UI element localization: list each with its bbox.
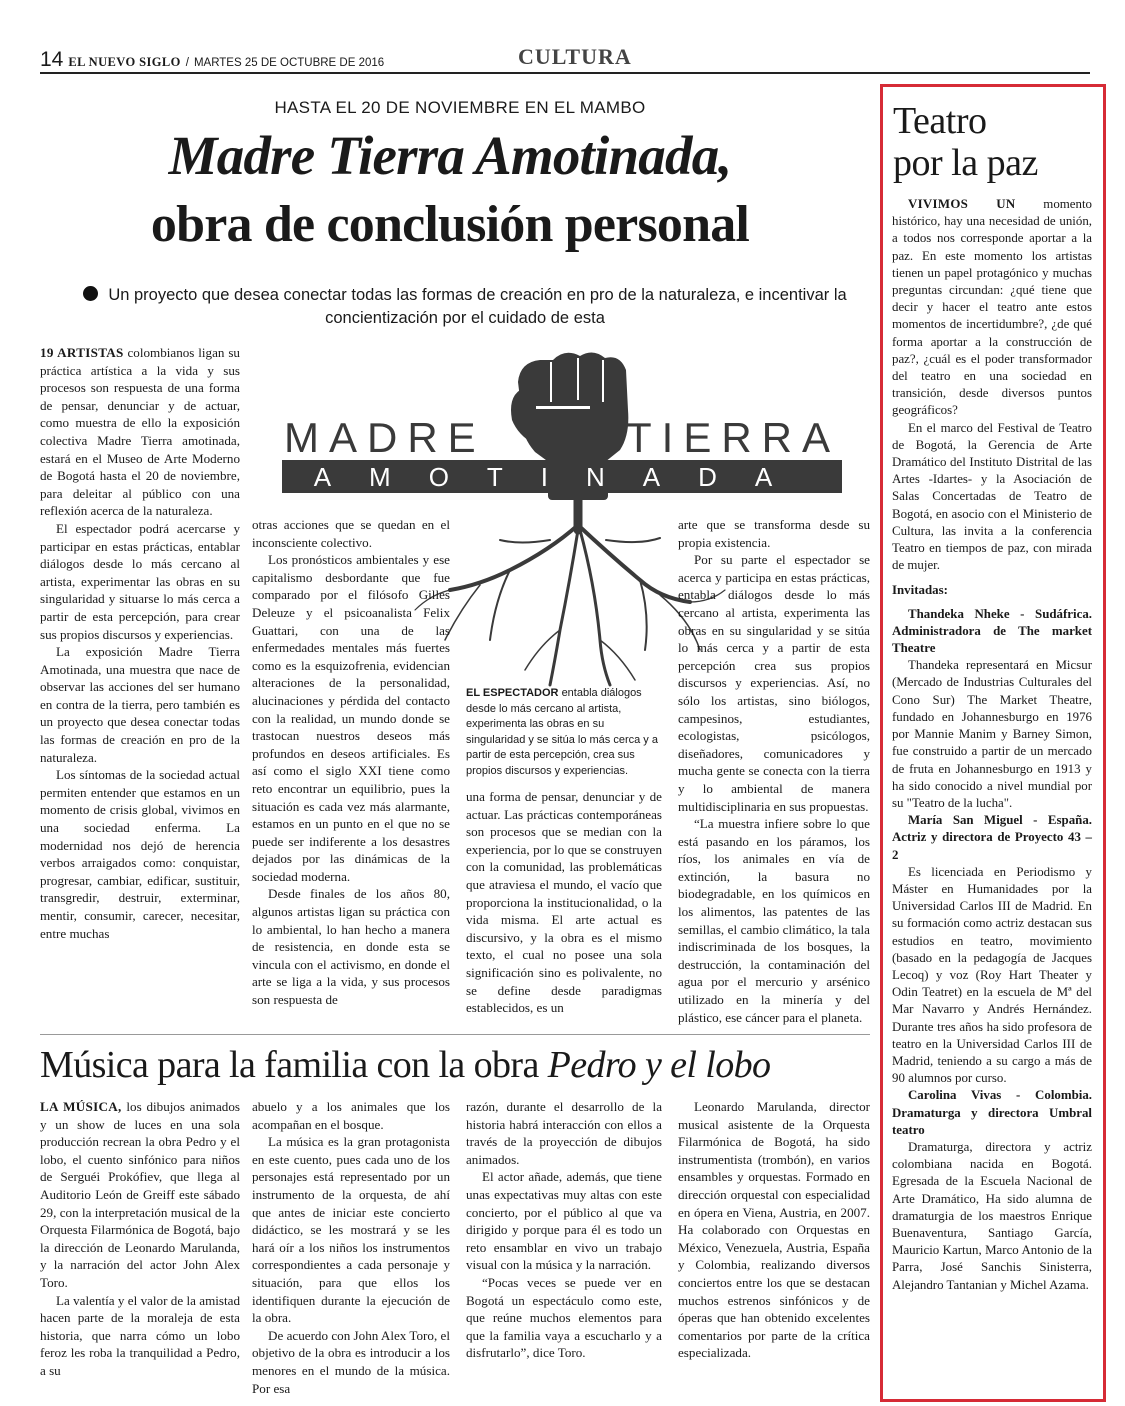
paragraph: Los síntomas de la sociedad actual permiten entender que estamos en un momento de crisis global, vivimos en una sociedad enferma. La modernidad nos dejó de herencia verbos arraigados como: conquistar, progresar, cambiar, edificar, sustituir, transgredir, destruir, exterminar, mentir, consumir, carecer, necesitar, entre muchas bbox=[40, 767, 240, 941]
logo-word-madre: MADRE bbox=[284, 414, 486, 461]
second-article-column-2 bbox=[252, 1098, 450, 1397]
paragraph: El espectador podrá acercarse y participar en estas prácticas, entablar diálogos desde lo más cercano al artista, experimentar las obras en su singularidad y situarse lo más cerca a partir de esta percepción, para crear sus propios discursos y experiencias. bbox=[40, 520, 240, 642]
lead-in: VIVIMOS UN bbox=[908, 197, 1016, 211]
headline-title: Pedro y el lobo bbox=[547, 1044, 771, 1086]
paragraph: De acuerdo con John Alex Toro, el objetivo de la obra es introducir a los menores en el mundo de la música. Por esa bbox=[252, 1327, 450, 1396]
guest-name: Carolina Vivas - Colombia. Dramaturga y directora Umbral teatro bbox=[892, 1088, 1092, 1137]
lead-in: 19 ARTISTAS bbox=[40, 345, 124, 360]
headline-line-2: obra de conclusión personal bbox=[150, 196, 750, 253]
paragraph: La valentía y el valor de la amistad hacen parte de la moraleja de esta historia, que narra cómo un lobo feroz les roba la tranquilidad a Pedro, a su bbox=[40, 1292, 240, 1378]
lead-in: LA MÚSICA, bbox=[40, 1099, 122, 1114]
article-kicker: HASTA EL 20 DE NOVIEMBRE EN EL MAMBO bbox=[274, 98, 646, 117]
second-article-column-3 bbox=[466, 1098, 662, 1362]
caption-lead: EL ESPECTADOR bbox=[466, 687, 559, 699]
paragraph: arte que se transforma desde su propia existencia. bbox=[678, 517, 870, 550]
paragraph: “La muestra infiere sobre lo que está pasando en los páramos, los ríos, los animales en vía de extinción, la basura no biodegradable, en los químicos en los alimentos, las patentes de las semillas, el cambio climático, la tala indiscriminada de los bosques, la destrucción, la contaminación del agua por el mercurio y arsénico utilizado en la minería y del plástico, ese cáncer para el planeta. bbox=[678, 816, 870, 1025]
paragraph: una forma de pensar, denunciar y de actuar. Las prácticas contemporáneas son procesos que se median con la experiencia, por lo que se construyen con la comunidad, las problemáticas que atraviesa el mundo, el vacío que proporciona la institucionalidad, o la vida misma. El arte actual es discursivo, y la obra es el mismo texto, el cual no posee una sola significación sino es polivalente, no se define desde paradigmas establecidos, es un bbox=[466, 789, 662, 1016]
paragraph: razón, durante el desarrollo de la historia habrá interacción con ellos a través de la proyección de dibujos animados. bbox=[466, 1099, 662, 1167]
main-article-column-3 bbox=[466, 788, 662, 1017]
paragraph: Dramaturga, directora y actriz colombiana nacida en Bogotá. Egresada de la Escuela Nacional de Arte Dramático, Ha sido alumna de dramaturgia de los maestros Enrique Buenaventura, Santiago García, Mauricio Kartun, Marco Antonio de la Parra, José Sanchis Sinisterra, Alejandro Tantanian y Michel Azama. bbox=[892, 1139, 1092, 1292]
paragraph: Desde finales de los años 80, algunos artistas ligan su práctica con lo ambiental, lo han hecho a manera de resistencia, en donde esta se vincula con el activismo, en donde el arte se liga a la vida, y sus procesos son respuesta de bbox=[252, 886, 450, 1008]
sidebar-title-line-2: por la paz bbox=[893, 142, 1038, 184]
deck-text: Un proyecto que desea conectar todas las formas de creación en pro de la naturaleza, e incentivar la concientización por el cuidado de esta bbox=[108, 286, 847, 327]
guest-name: Thandeka Nheke - Sudáfrica. Administradora de The market Theatre bbox=[892, 606, 1092, 656]
invited-heading: Invitadas: bbox=[892, 583, 948, 598]
bullet-icon bbox=[83, 286, 98, 301]
header-rule bbox=[40, 72, 1090, 74]
paragraph bbox=[40, 344, 240, 520]
paragraph: Leonardo Marulanda, director musical asistente de la Orquesta Filarmónica de Bogotá, ha sido instrumentista (trombón), en varios ensambles y orquestas. Formado en dirección orquestal con especialidad en ópera en Viena, Austria, en 2007. Ha colaborado con Orquestas en México, Venezuela, Austria, España y Colombia, realizando diversos conciertos entre los que se destacan muchos estrenos sinfónicos y de óperas que han obtenido excelentes comentarios por parte de la crítica especializada. bbox=[678, 1099, 870, 1361]
headline-line-1: Madre Tierra Amotinada, bbox=[168, 125, 732, 186]
paragraph: La exposición Madre Tierra Amotinada, una muestra que nace de observar las acciones del ser humano en contra de la tierra, pero también es un proyecto que desea conectar todas las formas de creación en pro de la naturaleza. bbox=[40, 644, 240, 765]
section-name: CULTURA bbox=[518, 44, 632, 69]
page-header bbox=[40, 48, 384, 72]
sidebar-body bbox=[892, 196, 1092, 1294]
main-article-column-2 bbox=[252, 516, 450, 1009]
paragraph: Es licenciada en Periodismo y Máster en Humanidades por la Universidad Carlos III de Madrid. En su formación como actriz destacan sus estudios en teatro, movimiento (basado en la pedagogía de Jacques Lecoq) y voz (Roy Hart Theater y Odin Teatret) en la escuela de Mª del Mar Navarro y Andrés Hernández. Durante tres años ha sido profesora de teatro en la Universidad Carlos III de Madrid, teniendo a su cargo a más de 90 alumnos por curso. bbox=[892, 864, 1092, 1086]
caption-text: entabla diálogos desde lo más cercano al artista, experimenta las obras en su singularidad y se sitúa lo más cerca y a partir de esta percepción, crea sus propios discursos y experiencias. bbox=[466, 687, 658, 777]
paragraph bbox=[892, 196, 1092, 420]
newspaper-name: EL NUEVO SIGLO bbox=[68, 55, 181, 69]
paragraph: “Pocas veces se puede ver en Bogotá un espectáculo como este, que reúne muchos elementos para que la familia vaya a escucharlo y a disfrutarlo”, dice Toro. bbox=[466, 1274, 662, 1361]
sidebar-title bbox=[893, 100, 1038, 184]
paragraph: En el marco del Festival de Teatro de Bogotá, la Gerencia de Arte Dramático del Instituto Distrital de las Artes -Idartes- y la Asociación de Salas Concertadas de Teatro de Bogotá, en asocio con el Ministerio de Cultura, las invita a la conferencia Teatro en tiempos de paz, con mirada de mujer. bbox=[892, 420, 1092, 573]
issue-date-sep: / bbox=[185, 57, 189, 69]
logo-word-amotinada: AMOTINADA bbox=[313, 462, 811, 492]
paragraph: Por su parte el espectador se acerca y participa en estas prácticas, entabla diálogos desde lo más cercano al artista, experimenta las obras en su singularidad y se sitúa lo más cerca y a partir de esta percepción crea sus propios discursos y experiencias. Así, no sólo los artistas, sino biólogos, campesinos, estudiantes, ecologistas, psicólogos, diseñadores, comunicadores y mucha gente se conecta con la tierra y lo ambiental de manera multidisciplinaria en sus propuestas. bbox=[678, 552, 870, 814]
sidebar-title-line-1: Teatro bbox=[893, 100, 987, 142]
guest-name: María San Miguel - España. Actriz y directora de Proyecto 43 – 2 bbox=[892, 813, 1092, 862]
paragraph: abuelo y a los animales que los acompañan en el bosque. bbox=[252, 1099, 450, 1132]
second-article-column-4 bbox=[678, 1098, 870, 1362]
paragraph: otras acciones que se quedan en el inconsciente colectivo. bbox=[252, 517, 450, 550]
paragraph-text: colombianos ligan su práctica artística a la vida y sus procesos son respuesta de una forma de pensar, denunciar y de actuar, como muestra de ello la exposición colectiva Madre Tierra amotinada, estará en el Museo de Arte Moderno de Bogotá hasta el 20 de noviembre, para deleitar al público con una reflexión acerca de la naturaleza. bbox=[40, 345, 240, 519]
headline-text: Música para la familia con la obra bbox=[40, 1044, 548, 1086]
main-article-column-4 bbox=[678, 516, 870, 1026]
paragraph: La música es la gran protagonista en este cuento, pues cada uno de los personajes está representado por un instrumento de la orquesta, de ahí que antes de iniciar este concierto didáctico, se les mostrará y se les hará oír a los niños los instrumentos correspondientes a cada personaje y situación, para que ellos los identifiquen durante la ejecución de la obra. bbox=[252, 1134, 450, 1326]
page-number: 14 bbox=[40, 48, 64, 71]
second-article-headline bbox=[40, 1042, 880, 1088]
article-divider bbox=[40, 1034, 870, 1035]
issue-date: MARTES 25 DE OCTUBRE DE 2016 bbox=[193, 57, 385, 69]
paragraph: El actor añade, además, que tiene unas expectativas muy altas con este concierto, por el público al que va dirigido y porque para él es todo un reto ensamblar en vivo un trabajo visual con la música y la narración. bbox=[466, 1169, 662, 1273]
main-article-column-1 bbox=[40, 344, 240, 942]
paragraph-text: momento histórico, hay una necesidad de unión, a todos nos corresponde aportar a la paz. En este momento los artistas tienen un papel protagónico y muchas preguntas circundan: ¿qué tiene que decir y hacer el teatro ante estos momentos de incertidumbre?, ¿de qué forma aportar a la construcción de paz?, ¿cuál es el poder transformador del teatro en una sociedad en transición, desde diversos puntos geográficos? bbox=[892, 197, 1092, 418]
second-article-column-1 bbox=[40, 1098, 240, 1380]
logo-word-tierra: TIERRA bbox=[626, 414, 841, 461]
article-deck bbox=[70, 284, 860, 330]
image-caption bbox=[466, 686, 666, 779]
paragraph: Los pronósticos ambientales y ese capitalismo desbordante que fue comparado por el filósofo Gilles Deleuze y el psicoanalista Felix Guattari, con una de las enfermedades mentales más fuertes como es la esquizofrenia, evidencian alteraciones de la personalidad, alucinaciones y pérdida del contacto con la realidad, un mundo donde se trastocan nuestros deseos más profundos en deseos artificiales. Es así como el siglo XXI tiene como reto encontrar un equilibrio, pues la situación es cada vez más alarmante, estamos en un punto en el que no se puede ser indiferente a los desastres dejados por las dinámicas de la sociedad moderna. bbox=[252, 552, 450, 884]
paragraph-text: los dibujos animados y un show de luces en una sola producción recrean la obra Pedro y el lobo, el cuento sinfónico para niños de Serguéi Prokófiev, que llega al Auditorio León de Greiff este sábado 29, con la interpretación musical de la Orquesta Filarmónica de Bogotá, bajo la dirección de Leonardo Marulanda, y la narración del actor John Alex Toro. bbox=[40, 1099, 240, 1290]
paragraph: Thandeka representará en Micsur (Mercado de Industrias Culturales del Cono Sur) The Market Theatre, fundado en Johannesburgo en 1976 por Mannie Manim y Barney Simon, fue construido a partir de un mercado de fruta en Johannesburgo en 1913 y ha sido conocido a nivel mundial por su "Teatro de la lucha". bbox=[892, 658, 1092, 810]
paragraph bbox=[40, 1098, 240, 1292]
